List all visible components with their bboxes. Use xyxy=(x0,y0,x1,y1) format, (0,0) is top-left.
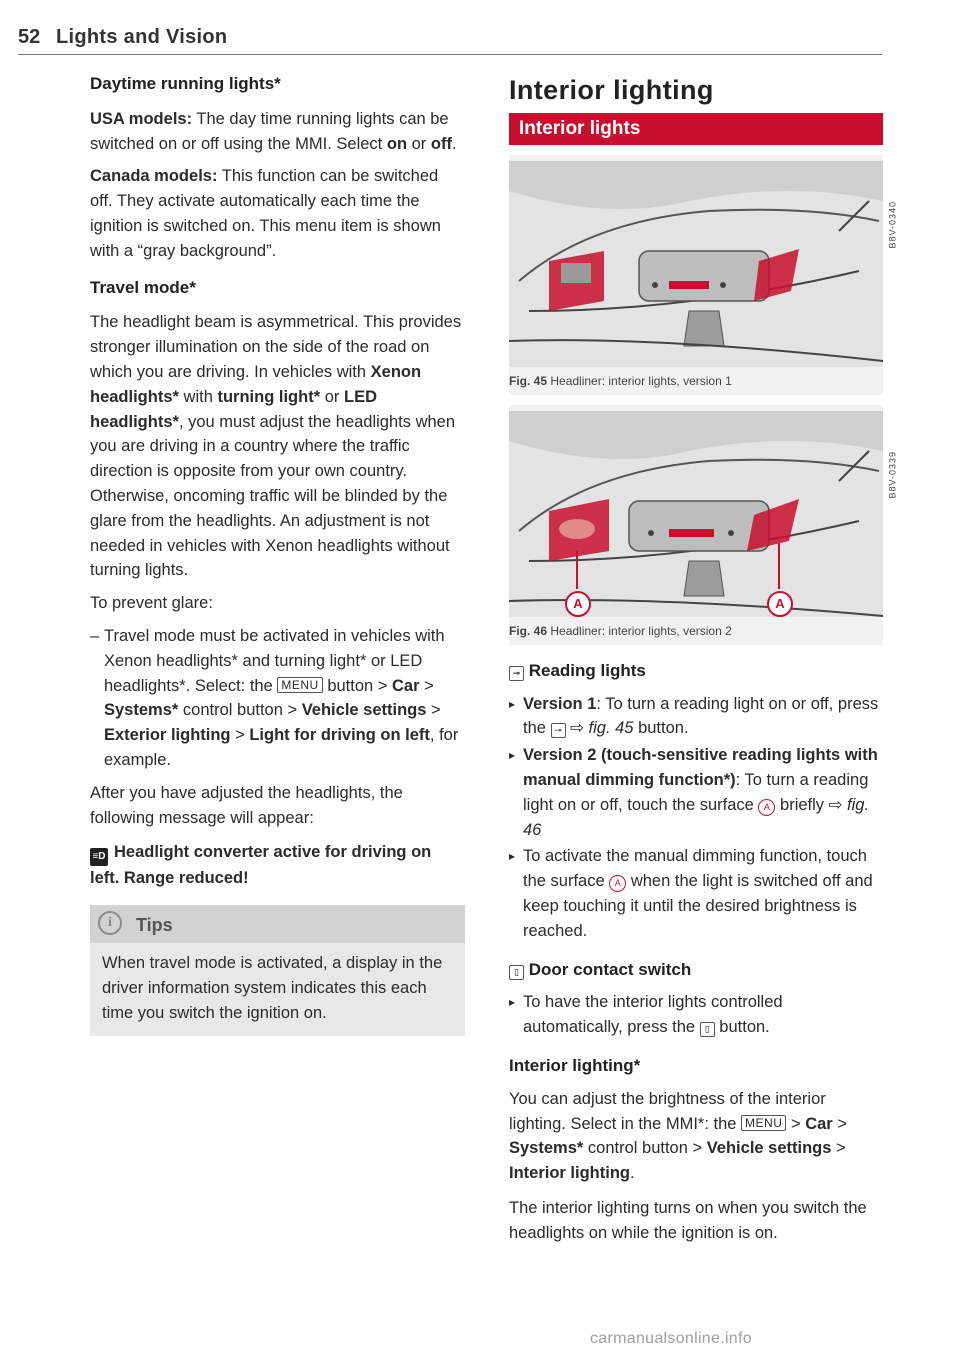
usa-text: The day time running lights can be switched on or off using the MMI. Select xyxy=(90,109,449,153)
callout-a-left: A xyxy=(565,591,591,617)
light-for-left-menu: Light for driving on left xyxy=(249,726,430,745)
page-number: 52 xyxy=(18,26,41,48)
headliner-1-illustration xyxy=(509,161,883,367)
fig-45-ref: ⇨ fig. 45 xyxy=(570,719,634,738)
door-contact-text: To have the interior lights controlled automatically, press the xyxy=(523,993,783,1037)
door-contact-heading xyxy=(509,958,883,983)
dimming-text-2: when the light is switched off and keep touching it until the desired brightness is reached. xyxy=(523,872,873,940)
callout-a-inline-2: A xyxy=(609,875,626,892)
led-term: LED headlights* xyxy=(90,387,377,431)
travel-text-2: , you must adjust the headlights when you are driving in a country where the traffic direction is opposite from your own country. Otherwise, oncoming traffic will be blinded by the glare from the headlights. An adjustment is not needed in vehicles with Xenon headlights without turning lights. xyxy=(90,412,456,580)
version-2-step xyxy=(509,743,883,842)
figure-45-caption-text: Headliner: interior lights, version 1 xyxy=(550,373,732,388)
figure-46-code: B8V-0339 xyxy=(888,450,898,499)
version-1-step xyxy=(509,692,883,742)
page-header xyxy=(18,24,882,55)
watermark: carmanualsonline.info xyxy=(590,1330,752,1347)
figure-45 xyxy=(509,155,898,395)
il-control-text: control button > xyxy=(587,1139,703,1158)
il-text: You can adjust the brightness of the interior lighting. Select in the MMI*: the xyxy=(509,1089,826,1133)
reading-lights-heading xyxy=(509,659,883,684)
tips-box xyxy=(90,905,465,1035)
door-contact-title: Door contact switch xyxy=(528,959,692,979)
step-text-b: button > xyxy=(327,676,388,695)
menu-key-2: MENU xyxy=(741,1115,786,1131)
menu-key: MENU xyxy=(277,677,322,693)
turning-light-term: turning light* xyxy=(217,387,321,406)
left-column xyxy=(90,72,465,1036)
separator: > xyxy=(836,1139,846,1158)
canada-label: Canada models: xyxy=(90,167,218,186)
travel-mode-heading: Travel mode* xyxy=(90,277,196,297)
figure-45-label: Fig. 45 xyxy=(509,373,548,388)
headliner-version-1-image xyxy=(509,161,898,367)
headliner-version-2-image xyxy=(509,411,898,617)
separator: > xyxy=(837,1114,847,1133)
step-text-c: control button > xyxy=(182,701,298,720)
figure-46 xyxy=(509,405,898,645)
usa-label: USA models: xyxy=(90,109,193,128)
headliner-2-illustration xyxy=(509,411,883,617)
step-text-d: , for example. xyxy=(104,726,459,769)
step-text-a: Travel mode must be activated in vehicles with Xenon headlights* and turning light* or LED headlights*. Select: the xyxy=(104,626,445,695)
with-word: with xyxy=(183,387,213,406)
canada-text: This function can be switched off. They activate automatically each time the ignition is switched on. This menu item is shown with a “gray background”. xyxy=(90,167,441,260)
xenon-term: Xenon headlights* xyxy=(90,362,422,406)
interior-lighting-title: Interior lighting xyxy=(509,75,714,105)
or-word-2: or xyxy=(324,387,340,406)
systems-menu-2: Systems* xyxy=(509,1139,584,1158)
door-contact-button-icon: ▯ xyxy=(700,1022,715,1037)
message-text: Headlight converter active for driving on left. Range reduced! xyxy=(90,843,432,888)
period: . xyxy=(630,1164,635,1183)
tips-label: Tips xyxy=(136,915,173,936)
separator: > xyxy=(424,676,434,695)
callout-a-right: A xyxy=(767,591,793,617)
figure-45-code: B8V-0340 xyxy=(888,200,898,249)
version-2-label: Version 2 (touch-sensitive reading lights with manual dimming function*) xyxy=(523,746,878,789)
car-menu: Car xyxy=(392,676,420,695)
drl-usa-paragraph: USA models: The day time running lights can be switched on or off using the MMI. Select on or off. xyxy=(90,109,457,153)
interior-lighting-menu: Interior lighting xyxy=(509,1164,630,1183)
interior-lighting-heading: Interior lighting* xyxy=(509,1055,641,1075)
figure-46-caption xyxy=(509,623,883,639)
info-icon: i xyxy=(98,911,122,935)
travel-text-1: The headlight beam is asymmetrical. This provides stronger illumination on the side of the road on which you are driving. In vehicles with xyxy=(90,313,462,381)
reading-light-button-icon: ⊸ xyxy=(551,723,566,738)
daytime-running-lights-heading: Daytime running lights* xyxy=(90,74,281,93)
version-1-label: Version 1 xyxy=(523,694,597,713)
reading-lights-title: Reading lights xyxy=(528,660,646,680)
car-menu-2: Car xyxy=(805,1114,833,1133)
dimming-step xyxy=(509,844,883,943)
briefly-word: briefly xyxy=(780,795,825,814)
systems-menu: Systems* xyxy=(104,701,179,720)
off-option: off xyxy=(430,134,452,153)
converter-message xyxy=(90,840,465,891)
version-1-end: button. xyxy=(638,719,689,738)
after-adjust-text: After you have adjusted the headlights, the following message will appear: xyxy=(90,783,403,827)
separator: > xyxy=(790,1114,801,1133)
fig-46-ref: ⇨ fig. 46 xyxy=(523,795,870,839)
version-1-text: : To turn a reading light on or off, press the xyxy=(523,694,879,738)
separator: > xyxy=(235,726,245,745)
vehicle-settings-menu: Vehicle settings xyxy=(301,701,427,720)
dimming-text: To activate the manual dimming function, touch the surface xyxy=(523,847,867,891)
exterior-lighting-menu: Exterior lighting xyxy=(104,726,231,745)
tips-text: When travel mode is activated, a display in the driver information system indicates this each time you switch the ignition on. xyxy=(102,954,443,1022)
version-2-text: : To turn a reading light on or off, touch the surface xyxy=(523,770,869,814)
tips-header xyxy=(90,905,465,943)
figure-45-caption xyxy=(509,373,883,389)
callout-a-inline: A xyxy=(758,799,775,816)
figure-46-label: Fig. 46 xyxy=(509,623,548,638)
door-contact-end: button. xyxy=(719,1018,770,1037)
travel-mode-paragraph xyxy=(90,310,465,583)
final-paragraph: The interior lighting turns on when you switch the headlights on while the ignition is on. xyxy=(509,1198,867,1242)
headlight-converter-icon: ≡D xyxy=(90,848,108,866)
door-contact-step xyxy=(509,990,883,1040)
or-word: or xyxy=(411,134,427,153)
interior-lights-banner: Interior lights xyxy=(509,113,883,145)
interior-lighting-paragraph xyxy=(509,1087,883,1186)
drl-canada-paragraph xyxy=(90,164,465,263)
travel-mode-step xyxy=(90,624,465,773)
right-column xyxy=(509,72,898,1254)
separator: > xyxy=(431,701,441,720)
vehicle-settings-menu-2: Vehicle settings xyxy=(706,1139,832,1158)
reading-light-icon: ⊸ xyxy=(509,666,524,681)
on-option: on xyxy=(386,134,408,153)
section-title: Lights and Vision xyxy=(56,26,228,48)
figure-46-caption-text: Headliner: interior lights, version 2 xyxy=(550,623,732,638)
door-contact-icon: ▯ xyxy=(509,965,524,980)
prevent-glare-text: To prevent glare: xyxy=(90,594,213,613)
